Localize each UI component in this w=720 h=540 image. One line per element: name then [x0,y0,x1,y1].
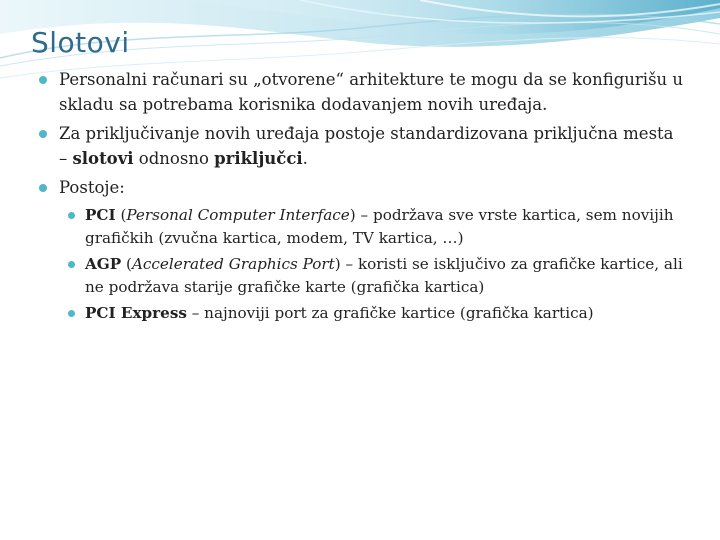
bullet-bold-term: priključci [214,148,303,168]
sub-bullet-list [59,204,686,326]
bullet-item-3 [36,176,686,325]
term-pci: PCI [85,205,116,224]
sub-bullet-text: ) – podržava sve vrste kartica, sem novijih grafičkih (zvučna kartica, modem, TV kartica, …) [85,205,674,247]
sub-bullet-text: – najnoviji port za grafičke kartice (grafička kartica) [186,303,594,322]
term-pci-full: Personal Computer Interface [126,205,350,224]
sub-bullet-agp [59,253,686,300]
bullet-text: Postoje: [59,178,125,197]
bullet-text: Za priključivanje novih uređaja postoje standardizovana priključna mesta – [59,124,674,168]
slide-content [36,68,686,330]
bullet-bold-term: slotovi [72,148,134,168]
sub-bullet-pci-express [59,302,686,326]
bullet-text: Personalni računari su „otvorene“ arhitekture te mogu da se konfigurišu u skladu sa potrebama korisnika dodavanjem novih uređaja. [59,70,684,114]
bullet-text: . [302,148,308,168]
bullet-item-1 [36,68,686,117]
term-pci-express: PCI Express [85,303,187,322]
term-agp: AGP [85,254,122,273]
slide-title: Slotovi [31,26,130,59]
sub-bullet-text: ) – koristi se isključivo za grafičke kartice, ali ne podržava starije grafičke karte (grafička kartica) [85,254,683,296]
term-agp-full: Accelerated Graphics Port [131,254,335,273]
bullet-list [36,68,686,325]
sub-bullet-pci [59,204,686,251]
bullet-text: odnosno [133,148,215,168]
bullet-item-2 [36,122,686,171]
paren-open: ( [115,205,127,224]
paren-open: ( [121,254,132,273]
